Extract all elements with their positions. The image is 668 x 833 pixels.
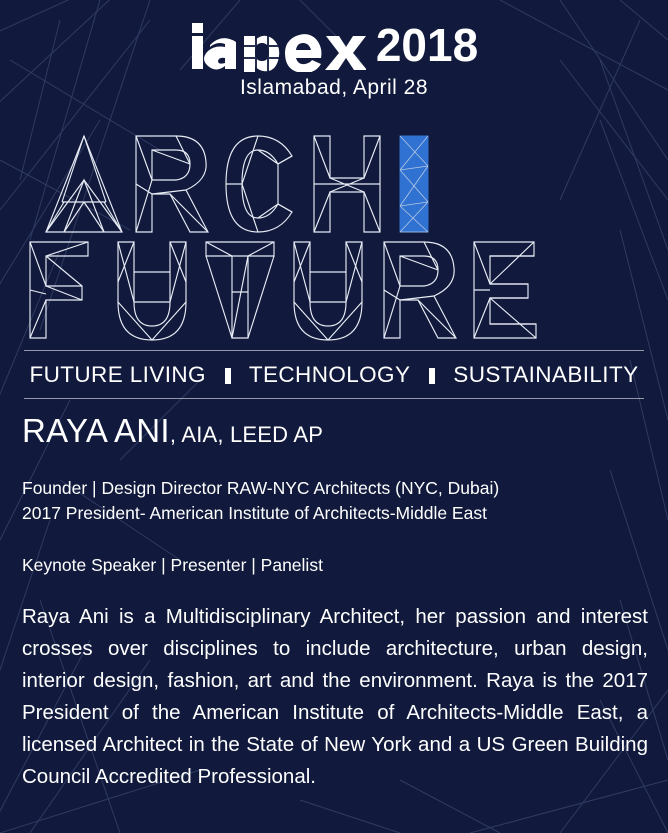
divider-bottom [24,398,644,399]
speaker-credentials: , AIA, LEED AP [169,422,324,447]
speaker-roles [22,476,652,526]
tagline [0,351,668,398]
speaker-tags: Keynote Speaker | Presenter | Panelist [22,555,323,575]
speaker-section [22,412,652,793]
iapex-logo-icon [190,20,366,68]
tagline-item-2: TECHNOLOGY [248,362,410,387]
tagline-item-1: FUTURE LIVING [29,362,206,387]
speaker-name-line [22,412,652,454]
tagline-separator-1 [225,368,231,384]
tagline-separator-2 [429,368,435,384]
poster-header [0,0,668,110]
tagline-section [0,350,668,399]
logo-row [0,0,668,71]
event-location-date: Islamabad, April 28 [239,76,429,99]
speaker-name: RAYA ANI [22,412,170,449]
archi-future-wireframe-title [0,118,668,348]
tagline-item-3: SUSTAINABILITY [453,362,639,387]
speaker-role-line-1: Founder | Design Director RAW-NYC Architects (NYC, Dubai) [22,478,500,498]
speaker-bio: Raya Ani is a Multidisciplinary Architect, her passion and interest crosses over disciplines to include architecture, urban design, interior design, fashion, art and the environment. Raya is the 2017 President of the American Institute of Architects-Middle East, a licensed Architect in the State of New York and a US Green Building Council Accredited Professional. [22,605,648,788]
event-year: 2018 [375,19,479,71]
speaker-role-line-2: 2017 President- American Institute of Architects-Middle East [22,503,487,523]
